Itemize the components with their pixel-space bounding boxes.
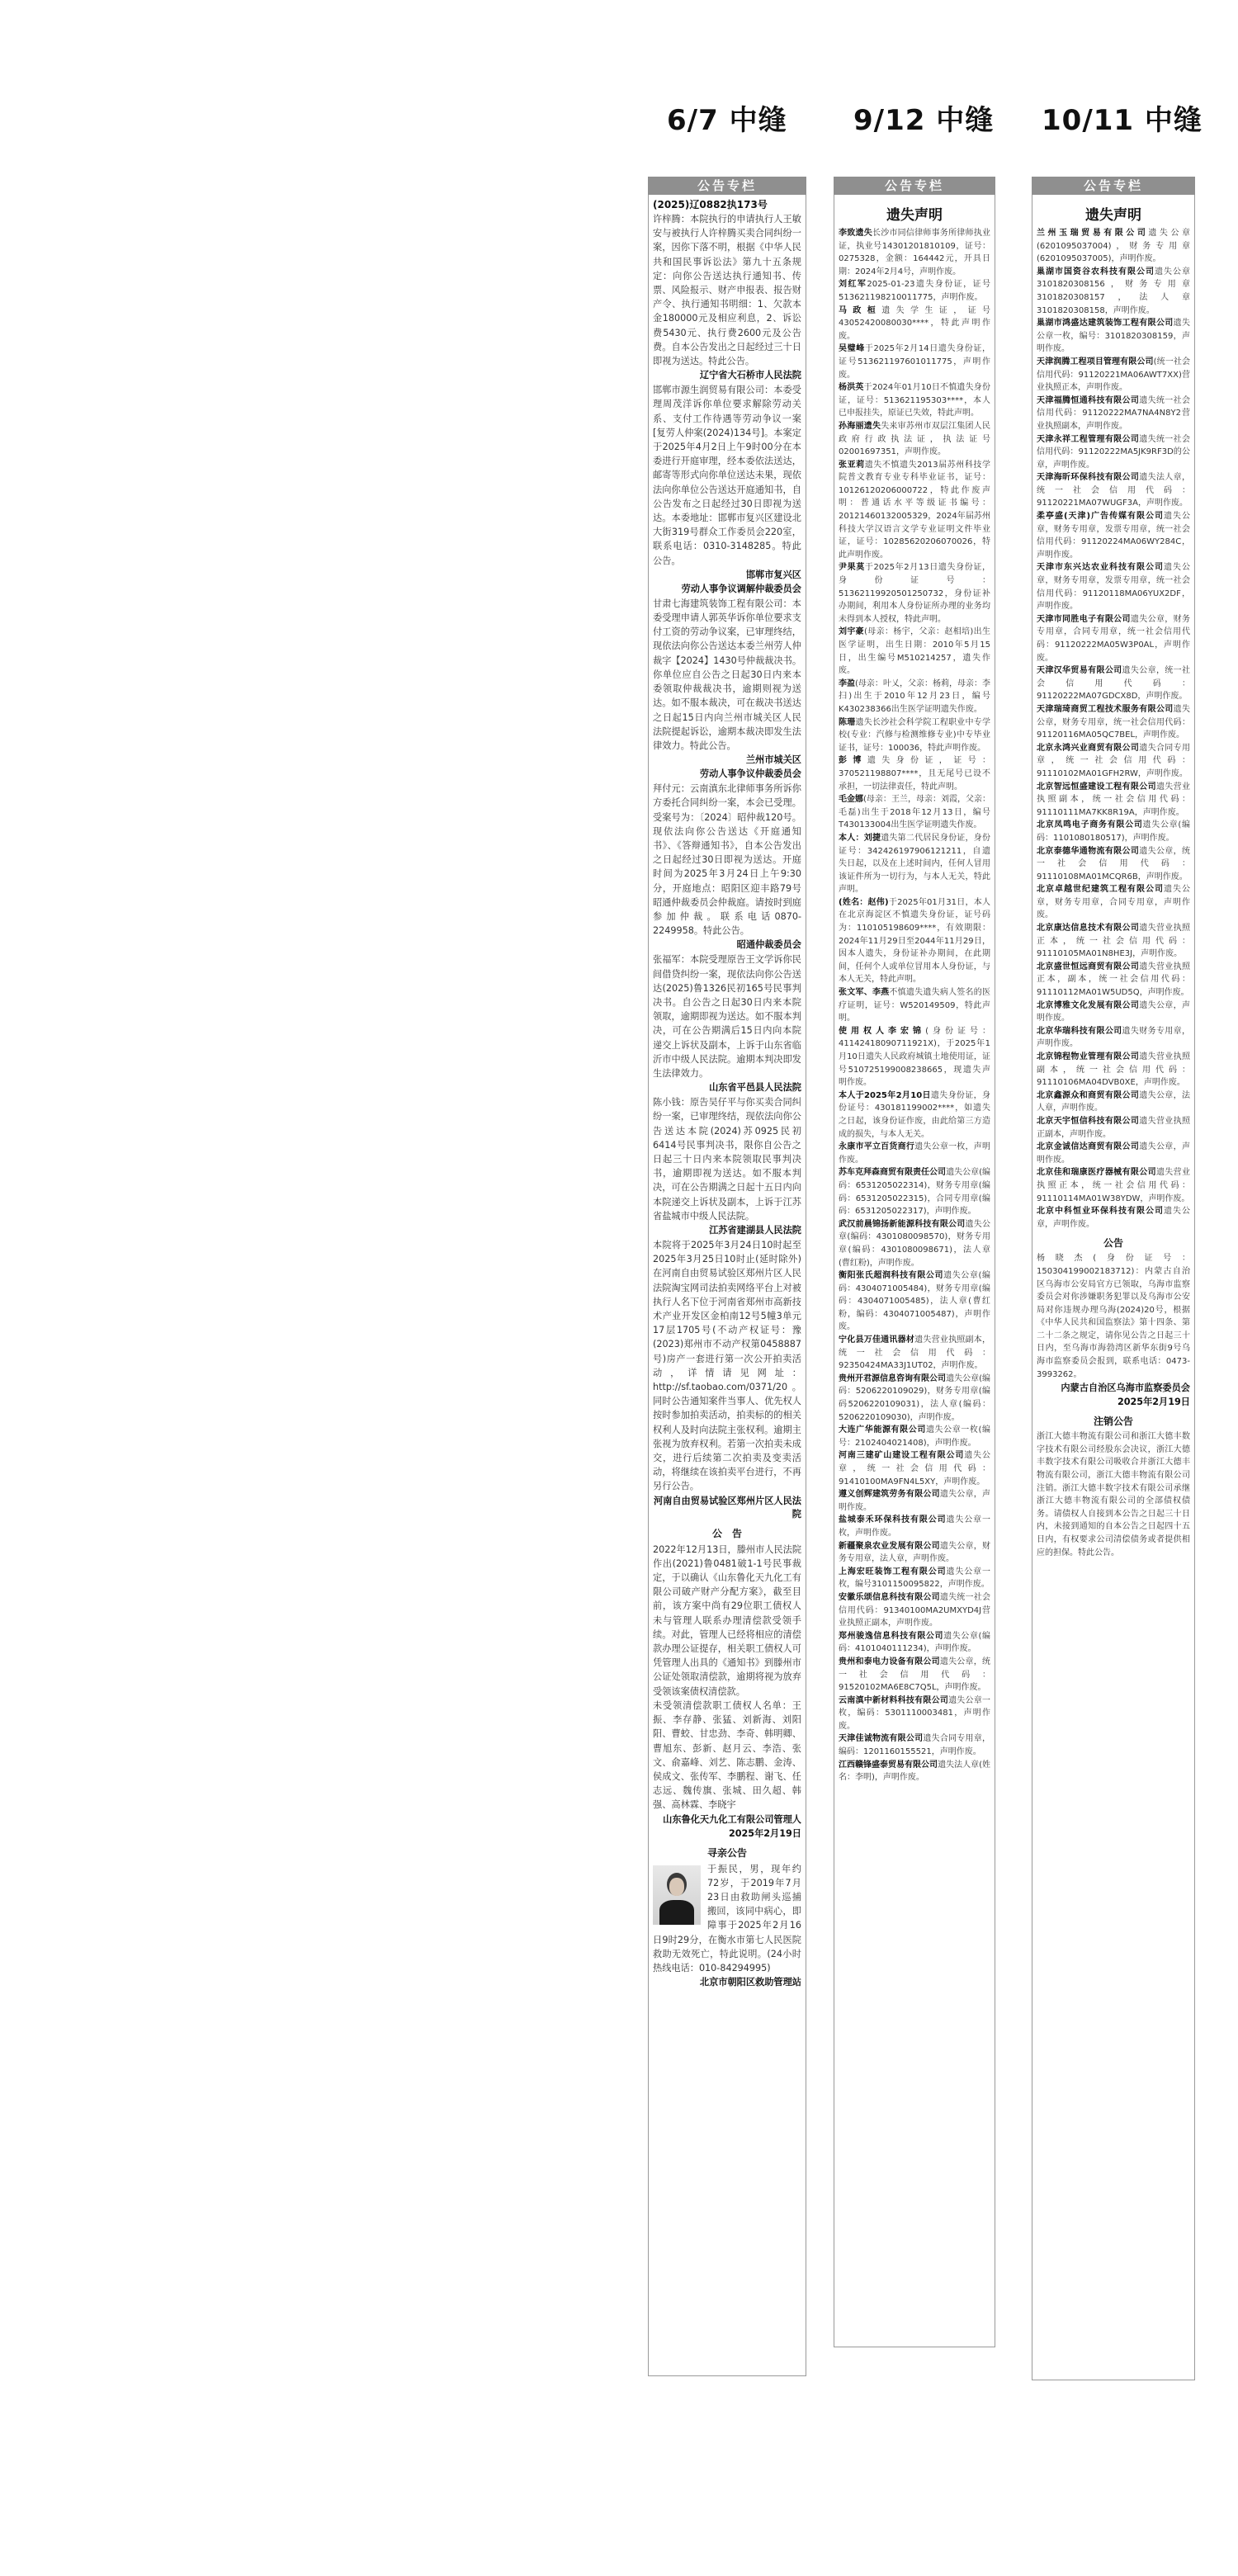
column-banner: 公告专栏 <box>834 177 995 195</box>
loss-notice-item <box>1037 1115 1190 1141</box>
notice-paragraph: 张福军：本院受理原告王文学诉你民间借贷纠纷一案，现依法向你公告送达(2025)鲁1326民初165号民事判决书。自公告之日起30日内来本院领取，逾期即视为送达。如不服本判决，可在公告期满后15日内向本院递交上诉状及副本，上诉于山东省临沂市中级人民法院。逾期本判决即发生法律效力。 <box>653 954 801 1079</box>
loss-notice-text: 遗失公章，统一社会信用代码：91410100MA9FN4L5XY，声明作废。 <box>839 1451 990 1487</box>
loss-notice-text: (母亲：王兰，母亲：刘霞，父亲：毛磊)出生于2018年12月13日，编号T430133004出生医学证明遗失作废。 <box>839 795 990 830</box>
loss-notice-item <box>839 561 990 626</box>
loss-notice-name: 天津福腾恒通科技有限公司 <box>1037 395 1140 405</box>
loss-notice-name: 北京锦程物业管理有限公司 <box>1037 1052 1140 1061</box>
notice-paragraph: 未受领清偿款职工债权人名单：王振、李存静、张猛、刘新海、刘阳阳、曹蛟、甘忠劲、李奇、韩明卿、曹旭东、彭新、赵月云、李浩、张文、俞嘉峰、刘艺、陈志鹏、金涛、侯成文、张传军、李鹏程、谢飞、任志远、魏传旗、张城、田久超、韩强、高林霖、李晓宇 <box>653 1699 801 1811</box>
loss-notice-name: 北京凤鸣电子商务有限公司 <box>1037 820 1143 830</box>
column-notices-3 <box>1032 177 1195 2380</box>
loss-notice-text: 遗失公章(编码：5206220109029)，财务专用章(编码5206220109031)，法人章(编码：5206220109030)，声明作废。 <box>839 1373 991 1422</box>
loss-notice-item <box>839 626 990 677</box>
loss-notice-name: (姓名：赵伟) <box>839 897 889 907</box>
loss-notice-text: 遗失公章，统一社会信用代码：91120222MA07GDCX8D，声明作废。 <box>1037 666 1191 702</box>
notice-paragraph: 2022年12月13日，滕州市人民法院作出(2021)鲁0481破1-1号民事裁定，于以确认《山东鲁化天九化工有限公司破产财产分配方案》，截至目前，该方案中尚有29位职工债权人未与管理人联系办理清偿款受领手续。对此，管理人已经将相应的清偿款办理公证提存，相关职工债权人可凭管理人出具的《通知书》到滕州市公证处领取清偿款，逾期将视为放弃受领该案债权清偿款。 <box>653 1543 802 1697</box>
loss-notice-name: 杨洪英 <box>839 383 864 393</box>
loss-notice-text: 遗失公章3101820308156，财务专用章3101820308157，法人章3101820308158，声明作废。 <box>1037 267 1190 315</box>
loss-notice-text: (母亲：杨宇，父亲：赵相培)出生医学证明，出生日期：2010年5月15日，出生编号M510214257，遗失作废。 <box>839 627 990 676</box>
loss-notice-item <box>1037 356 1190 395</box>
loss-notice-name: 天津永祥工程管理有限公司 <box>1037 434 1140 444</box>
loss-notice-text: 遗失法人章(姓名：李明)，声明作废。 <box>839 1760 990 1783</box>
loss-notice-name: 贵州开君源信息咨询有限公司 <box>839 1373 947 1383</box>
loss-notice-text: 遗失公章，财务专用章，合同专用章，声明作废。 <box>1037 885 1190 920</box>
notice-signature: 北京市朝阳区救助管理站 <box>699 1977 801 1988</box>
loss-notice-text: 遗失公章，统一社会信用代码：91110108MA01MCQR6B，声明作废。 <box>1037 846 1191 882</box>
loss-notice-text: 遗失公章一枚，编码：5301110003481，声明作废。 <box>839 1695 991 1731</box>
notice-signature: 邯郸市复兴区 <box>745 569 801 580</box>
loss-notice-item <box>839 381 990 420</box>
loss-notice-item <box>1037 317 1190 356</box>
notice-signature: 山东鲁化天九化工有限公司管理人 <box>663 1813 801 1825</box>
loss-notice-text: 遗失第二代居民身份证，身份证号：342426197906121211，自遗失日起，以及在上述时间内，任何人冒用该证件所为一切行为，与本人无关，特此声明。 <box>839 833 991 895</box>
loss-notice-text: 遗失合同专用章，统一社会信用代码：91110102MA01GFH2RW，声明作废。 <box>1037 743 1191 778</box>
loss-notice-item <box>1037 471 1190 510</box>
loss-notice-item <box>839 1514 990 1539</box>
loss-notice-text: 长沙市同信律师事务所律师执业证，执业号14301201810109，证号：0275328，金额：164442元，开具日期：2024年2月4号，声明作废。 <box>839 229 991 277</box>
loss-notice-name: 李致遗失 <box>839 229 872 238</box>
loss-notice-name: 遵义创辉建筑劳务有限公司 <box>839 1490 940 1500</box>
loss-notice-name: 巢湖市国资谷农科技有限公司 <box>1037 267 1155 277</box>
loss-notice-item <box>839 1694 990 1733</box>
column-banner: 公告专栏 <box>1032 177 1195 195</box>
loss-notice-item <box>839 278 990 304</box>
loss-notice-item <box>839 1591 990 1630</box>
loss-notice-item <box>839 1488 990 1514</box>
loss-notice-text: 遗失公章，财务专用章，发票专用章，统一社会信用代码：91120224MA06WY284C，声明作废。 <box>1037 512 1191 560</box>
loss-notice-text: 失来审苏州市双层江集团人民政府行政执法证，执法证号02001697351，声明作废。 <box>839 421 991 457</box>
notice-signature: 山东省平邑县人民法院 <box>709 1082 801 1094</box>
loss-notice-name: 江西赣锋盛泰贸易有限公司 <box>839 1760 938 1770</box>
loss-notice-text: 遗失公章(编码：4101040111234)，声明作废。 <box>839 1631 990 1654</box>
notice-signature: 劳动人事争议仲裁委员会 <box>699 768 801 780</box>
loss-notice-name: 云南滇中新材料科技有限公司 <box>839 1695 949 1705</box>
notice-heading: 注销公告 <box>1093 1416 1133 1428</box>
loss-notice-name: 张亚莉 <box>839 460 865 470</box>
loss-notice-item <box>839 678 990 716</box>
loss-notice-item <box>839 227 990 278</box>
loss-notice-item <box>839 1540 990 1566</box>
notice-date: 2025年2月19日 <box>1117 1397 1190 1408</box>
loss-notice-text: 遗失营业执照正本，统一社会信用代码：91110114MA01W38YDW，声明作废。 <box>1037 1168 1191 1203</box>
notice-date: 2025年2月19日 <box>728 1827 801 1839</box>
loss-notice-item <box>839 1373 990 1424</box>
loss-notice-name: 本人于2025年2月10日 <box>839 1090 931 1100</box>
loss-notice-name: 盐城泰禾环保科技有限公司 <box>839 1515 947 1525</box>
loss-notice-name: 北京鑫源众和商贸有限公司 <box>1037 1090 1140 1100</box>
loss-notice-name: 贵州和泰电力设备有限公司 <box>839 1657 940 1666</box>
notice-signature: 河南自由贸易试验区郑州片区人民法院 <box>653 1495 801 1520</box>
notice-heading: 寻亲公告 <box>706 1846 747 1859</box>
loss-notice-name: 永康市平立百货商行 <box>839 1142 915 1152</box>
header-col3: 10/11 中缝 <box>1042 104 1203 137</box>
loss-notice-text: 遗失公章(编码：1101080180517)，声明作废。 <box>1037 820 1191 843</box>
loss-notice-name: 孙海丽遗失 <box>839 421 881 431</box>
loss-notice-item <box>839 343 990 381</box>
loss-notice-text: 遗失公章，财务专用章，法人章，声明作废。 <box>839 1541 991 1564</box>
loss-notice-text: (母亲：叶乂，父亲：杨莉，母亲：李扫)出生于2010年12月23日，编号K430238366出生医学证明遗失作废。 <box>839 678 991 714</box>
notice-signature: 劳动人事争议调解仲裁委员会 <box>681 583 801 594</box>
loss-notice-item <box>839 1759 990 1784</box>
loss-notice-item <box>1037 1025 1190 1051</box>
loss-notice-item <box>1037 922 1190 961</box>
loss-notice-item <box>839 1424 990 1449</box>
loss-notice-name: 使用权人李宏锦 <box>839 1026 926 1036</box>
loss-notice-text: 遗失合同专用章，编码：1201160155521，声明作废。 <box>839 1734 991 1757</box>
loss-notice-text: 遗失公章一枚，声明作废。 <box>839 1515 990 1538</box>
loss-notice-item <box>839 1732 990 1758</box>
loss-notice-list <box>839 227 990 1784</box>
loss-notice-name: 本人：刘捷 <box>839 833 881 843</box>
loss-notice-text: 遗失公章(编码：4304071005484)，财务专用章(编码：4304071005485)，法人章(曹红粉，编码：4304071005487)，声明作废。 <box>839 1271 990 1332</box>
loss-notice-item <box>839 832 990 896</box>
loss-notice-text: 遗失营业执照副本，统一社会信用代码：91110106MA04DVB0XE，声明作废。 <box>1037 1052 1191 1088</box>
loss-notice-text: 遗失公章，声明作废。 <box>1037 1000 1191 1023</box>
loss-notice-item <box>1037 227 1190 266</box>
loss-notice-text: 遗失统一社会信用代码：91120222MA5JK9RF3D的公章，声明作废。 <box>1037 434 1191 470</box>
loss-notice-item <box>839 1166 990 1217</box>
loss-notice-text: 遗失统一社会信用代码：91340100MA2UMXYD4J营业执照正副本，声明作废。 <box>839 1592 991 1628</box>
loss-notice-item <box>1037 510 1190 561</box>
notice-paragraph: 许梓腾：本院执行的申请执行人王敏安与被执行人许梓腾买卖合同纠纷一案，因你下落不明，根据《中华人民共和国民事诉讼法》第九十五条规定：向你公告送达执行通知书、传票、风险报示、财产申报表、报告财产令、执行通知书明细：1、欠款本金180000元及相应利息，2、诉讼费5430元、执行费2600元及公告费。自本公告发出之日起经过三十日即视为送达。特此公告。 <box>653 214 801 367</box>
loss-notice-name: 安徽乐颂信息科技有限公司 <box>839 1592 940 1602</box>
loss-notice-text: 于2024年01月10日不慎遗失身份证，证号：513621195303****，本人已申报挂失，原证已失效，特此声明。 <box>839 383 990 418</box>
loss-notice-text: 于2025年2月13日遗失身份证，身份证号：51362119920501250732，身份证补办期间，利用本人身份证所办理的业务均未得到本人授权，特此声明。 <box>839 563 990 624</box>
loss-notice-name: 吴璧峰 <box>839 344 865 354</box>
loss-notice-text: 遗失财务专用章，声明作废。 <box>1037 1026 1191 1049</box>
loss-notice-name: 刘宇豪 <box>839 627 865 637</box>
notice-heading: 公告 <box>1103 1237 1123 1250</box>
loss-notice-text: 遗失公章一枚，编号：3101820308159，声明作废。 <box>1037 319 1191 354</box>
loss-notice-name: 天津市同胜电子有限公司 <box>1037 614 1131 624</box>
loss-notice-item <box>839 1656 990 1694</box>
loss-notice-name: 北京卓越世纪建筑工程有限公司 <box>1037 885 1164 895</box>
loss-notice-item <box>839 1566 990 1591</box>
loss-notice-name: 北京中科恒业环保科技有限公司 <box>1037 1207 1164 1217</box>
loss-notice-text: 于2025年2月14日遗失身份证，证号513621197601011775，声明作废。 <box>839 344 990 380</box>
loss-notice-item <box>1037 664 1190 703</box>
loss-notice-name: 尹果莫 <box>839 563 865 573</box>
loss-notice-text: 遗失公章，声明作废。 <box>1037 1207 1190 1229</box>
loss-notice-text: (统一社会信用代码：91120221MA06AWT7XX)营业执照正本，声明作废。 <box>1037 357 1191 393</box>
loss-notice-item <box>1037 845 1190 884</box>
notice-signature: 兰州市城关区 <box>745 754 801 766</box>
loss-notice-text: 遗失公章(编码：6531205022314)，财务专用章(编码：6531205022315)，合同专用章(编码：6531205022317)，声明作废。 <box>839 1168 991 1217</box>
loss-notice-item <box>839 1334 990 1373</box>
loss-notice-item <box>1037 1000 1190 1025</box>
loss-notice-item <box>1037 1205 1190 1231</box>
loss-notice-name: 柔亭盛(天津)广告传媒有限公司 <box>1037 512 1165 522</box>
loss-notice-name: 大连广华能源有限公司 <box>839 1425 926 1435</box>
loss-notice-text: 于2025年01月31日，本人在北京海淀区不慎遗失身份证，证号码为：110105198609****，有效期限：2024年11月29日至2044年11月29日，因本人遗失，身份证补办期间，在此期间，任何个人或单位冒用本人身份证，与本人无关，特此声明。 <box>839 897 990 985</box>
notice-paragraph: 本院将于2025年3月24日10时起至2025年3月25日10时止(延时除外)在河南自由贸易试验区郑州片区人民法院淘宝网司法拍卖网络平台上对被执行人名下位于河南省郑州市高新技术产业开发区金柏南12号5幢3单元17层1705号(不动产权证号：豫(2023)郑州市不动产权第0458887号)房产一套进行第一次公开拍卖活动，详情请见网址：http://sf.taobao.com/0371/20。同时公告通知案件当事人、优先权人按时参加拍卖活动，拍卖标的的相关权利人及时向法院主张权利。逾期主张视为放弃权利。若第一次拍卖未成交，进行后续第二次拍卖及变卖活动，将继续在该拍卖平台进行，不再另行公告。 <box>653 1240 801 1492</box>
header-col1: 6/7 中缝 <box>667 104 787 137</box>
loss-notice-text: 遗失公章，财务专用章，发票专用章，统一社会信用代码：91120118MA06YUX2DF，声明作废。 <box>1037 563 1190 612</box>
loss-notice-text: 遗失不慎遗失2013届苏州科技学院普文教育专业专科毕业证书，证号：10126120206000722，特此作废声明：普通话水平等级证书编号：20121460132005329，2024年届苏州科技大学汉语言文学专业证明文件毕业证，证号：10285620206070026，特此声明作废。 <box>839 460 991 560</box>
loss-notice-name: 巢湖市鸿盛达建筑装饰工程有限公司 <box>1037 319 1174 328</box>
loss-notice-item <box>839 1218 990 1269</box>
loss-notice-item <box>839 1269 990 1334</box>
loss-notice-name: 北京盛世恒远商贸有限公司 <box>1037 962 1140 971</box>
loss-notice-name: 天津瑞琦商贸工程技术服务有限公司 <box>1037 704 1174 714</box>
loss-notice-item <box>1037 883 1190 922</box>
column-banner: 公告专栏 <box>648 177 806 195</box>
loss-notice-list <box>1037 227 1190 1231</box>
loss-notice-text: 遗失公章，法人章，声明作废。 <box>1037 1090 1191 1113</box>
loss-notice-text: 2025-01-23遗失身份证，证号513621198210011775，声明作废。 <box>839 280 991 302</box>
loss-notice-name: 马政桓 <box>839 305 882 315</box>
loss-notice-item <box>839 986 990 1025</box>
loss-notice-name: 天津市东兴达农业科技有限公司 <box>1037 563 1164 573</box>
loss-notice-text: 遗失公章一枚(编号：2102404021408)，声明作废。 <box>839 1425 990 1448</box>
loss-notice-name: 武汉前晨锦扬新能源科技有限公司 <box>839 1219 966 1229</box>
loss-notice-text: 遗失公章，财务专用章，统一社会信用代码：91120116MA05QC7BEL，声明作废。 <box>1037 704 1191 740</box>
loss-notice-item <box>1037 961 1190 1000</box>
loss-notice-item <box>1037 613 1190 664</box>
loss-notice-item <box>1037 395 1190 433</box>
column-notices-2 <box>834 177 995 2347</box>
loss-notice-item <box>1037 1141 1190 1166</box>
loss-notice-text: (身份证号：41142418090711921X)，于2025年1月10日遗失人民政府城镇土地使用证，证号510725199008238665，现遗失声明作废。 <box>839 1026 991 1088</box>
notice-paragraph: 杨晓杰(身份证号：150304199002183712)：内蒙古自治区乌海市公安局官方已领取，乌海市监察委员会对你涉嫌职务犯罪以及乌海市公安局对你违规办理乌海(2024)20号，根据《中华人民共和国监察法》第十四条、第二十二条之规定，请你见公告之日起三十日内，至乌海市海勃湾区新华东街9号乌海市监察委员会报到，联系电话：0473-3993262。 <box>1037 1254 1190 1379</box>
loss-notice-item <box>1037 266 1190 317</box>
loss-notice-text: 遗失公章(6201095037004)，财务专用章(6201095037005)，声明作废。 <box>1037 229 1191 264</box>
notice-signature: 辽宁省大石桥市人民法院 <box>699 370 801 381</box>
loss-notice-name: 毛金娜 <box>839 795 864 805</box>
loss-notice-name: 郑州骏逸信息科技有限公司 <box>839 1631 944 1641</box>
loss-notice-name: 彭博 <box>839 756 867 766</box>
loss-notice-text: 遗失营业执照副本，统一社会信用代码：92350424MA33J1UT02，声明作废。 <box>839 1335 991 1371</box>
loss-notice-name: 刘红军 <box>839 280 867 290</box>
loss-notice-name: 新疆聚泉农业发展有限公司 <box>839 1541 940 1551</box>
notice-paragraph: 陈小钱：原告吴仔平与你买卖合同纠纷一案，已审理终结，现依法向你公告送达本院(2024)苏0925民初6414号民事判决书，限你自公告之日起三十日内来本院领取民事判决书，逾期即视为送达。如不服本判决，可在公告期满之日起十五日内向本院递交上诉状及副本，上诉于江苏省盐城市中级人民法院。 <box>653 1097 801 1222</box>
loss-notice-name: 北京天宇恒信科技有限公司 <box>1037 1116 1140 1126</box>
loss-notice-text: 遗失公章，财务专用章，合同专用章，统一社会信用代码：91120222MA05W3P0AL，声明作废。 <box>1037 614 1191 663</box>
loss-notice-item <box>839 420 990 459</box>
loss-notice-item <box>839 716 990 755</box>
loss-notice-name: 陈珊 <box>839 717 856 727</box>
loss-notice-item <box>1037 1089 1190 1115</box>
loss-notice-name: 上海宏旺装饰工程有限公司 <box>839 1567 947 1576</box>
loss-notice-name: 天津海昕环保科技有限公司 <box>1037 473 1140 483</box>
loss-notice-text: 遗失公章(编码：4301080098570)，财务专用章(编码：4301080098671)，法人章(曹红粉)，声明作废。 <box>839 1219 991 1268</box>
loss-notice-item <box>839 793 990 832</box>
column-notices-1 <box>648 177 806 2376</box>
loss-notice-item <box>1037 1051 1190 1089</box>
loss-notice-item <box>839 1449 990 1488</box>
loss-notice-item <box>1037 819 1190 844</box>
loss-notice-item <box>839 459 990 562</box>
loss-notice-item <box>839 1141 990 1166</box>
loss-notice-name: 苏车克拜森商贸有限责任公司 <box>839 1168 947 1178</box>
loss-notice-item <box>839 896 990 986</box>
loss-notice-text: 不慎遗失遗失病人签名的医疗证明，证号：W520149509，特此声明。 <box>839 988 991 1023</box>
loss-notice-name: 北京永鸿兴业商贸有限公司 <box>1037 743 1140 753</box>
loss-notice-name: 河南三建矿山建设工程有限公司 <box>839 1451 965 1461</box>
loss-notice-item <box>839 305 990 343</box>
loss-notice-text: 遗失学生证，证号43052420080030****，特此声明作废。 <box>839 305 991 341</box>
notice-paragraph: 邯郸市源生润贸易有限公司：本委受理周茂洋诉你单位要求解除劳动关系、支付工作待遇等劳动争议一案[复劳人仲案(2024)134号]。本案定于2025年4月2日上午9时00分在本委进行开庭审理，经本委依法送达，邮寄等形式向你单位送达未果，现依法向你单位公告送达开庭通知书，自公告发布之日起经过30日即视为送达。本委地址：邯郸市复兴区建设北大街319号群众工作委员会220室，联系电话：0310-3148285。特此公告。 <box>653 385 801 566</box>
loss-notice-item <box>839 1630 990 1656</box>
loss-notice-text: 遗失身份证，证号：370521198807****，且无尾号已设不承担，一切法律责任，特此声明。 <box>839 756 991 792</box>
loss-notice-name: 兰州玉瑞贸易有限公司 <box>1037 229 1149 238</box>
loss-notice-text: 遗失营业执照正本，统一社会信用代码：91110105MA01N8HE3J，声明作废。 <box>1037 924 1191 959</box>
loss-notice-name: 北京泰德华通物流有限公司 <box>1037 846 1140 856</box>
loss-notice-item <box>1037 433 1190 472</box>
loss-notice-name: 天津汉华贸易有限公司 <box>1037 666 1122 676</box>
loss-notice-text: 遗失公章一枚，编号3101150095822，声明作废。 <box>839 1567 990 1590</box>
notice-paragraph: 于振民，男，现年约72岁，于2019年7月23日由救助闸头巡捕搬回，该同中病心，即障事于2025年2月16日9时29分，在衡水市第七人民医院救助无效死亡，特此说明。(24小时热线电话：010-84294995) <box>653 1863 801 1973</box>
loss-notice-name: 李盈 <box>839 678 856 688</box>
loss-notice-text: 遗失统一社会信用代码：91120222MA7NA4N8Y2营业执照副本，声明作废。 <box>1037 395 1191 431</box>
loss-notice-name: 北京博雅文化发展有限公司 <box>1037 1000 1140 1010</box>
notice-signature: 江苏省建湖县人民法院 <box>709 1225 801 1236</box>
loss-notice-text: 遗失公章，统一社会信用代码：91520102MA6E8C7Q5L，声明作废。 <box>839 1657 991 1693</box>
loss-notice-text: 遗失身份证，身份证号：430181199002****，如遗失之日起，该身份证作废，由此给第三方造成的损失，与本人无关。 <box>839 1090 990 1139</box>
loss-notice-name: 北京佳和瑞康医疗器械有限公司 <box>1037 1168 1156 1178</box>
loss-notice-name: 天津润腾工程项目管理有限公司 <box>1037 357 1154 366</box>
loss-notice-item <box>839 1025 990 1089</box>
loss-notice-item <box>839 754 990 793</box>
loss-notice-item <box>1037 1166 1190 1205</box>
notice-signature: 昭通仲裁委员会 <box>736 939 801 951</box>
header-col2: 9/12 中缝 <box>853 104 995 137</box>
notice-paragraph: 甘肃七海建筑装饰工程有限公司：本委受理申请人郭英华诉你单位要求支付工资的劳动争议案，已审理终结，现依法向你公告送达本委兰州劳人仲裁字【2024】1430号仲裁裁决书。你单位应自公告之日起30日内来本委领取仲裁裁决书，逾期则视为送达。如不服本裁决，可在裁决书送达之日起15日内向兰州市城关区人民法院提起诉讼，逾期本裁决即发生法律效力。特此公告。 <box>653 598 802 751</box>
notice-paragraph: 拜付元：云南滇东北律师事务所诉你方委托合同纠纷一案，本会已受理。受案号为：〔2024〕昭仲裁120号。现依法向你公告送达《开庭通知书》、《答辩通知书》，自本公告发出之日起经过30日即视为送达。开庭时间为2025年3月24日上午9:30分，开庭地点：昭阳区迎丰路79号昭通仲裁委员会仲裁庭。请按时到庭参加仲裁。联系电话0870-2249958。特此公告。 <box>653 783 801 937</box>
notice-paragraph: 浙江大德丰物流有限公司和浙江大德丰数字技术有限公司经股东会决议，浙江大德丰数字技术有限公司吸收合并浙江大德丰物流有限公司，浙江大德丰物流有限公司注销。浙江大德丰数字技术有限公司承继浙江大德丰物流有限公司的全部债权债务。请债权人自接到本公告之日起三十日内，未接到通知的自本公告之日起四十五日内，有权要求公司清偿债务或者提供相应的担保。特此公告。 <box>1037 1432 1190 1557</box>
case-number: (2025)辽0882执173号 <box>653 199 768 210</box>
loss-notice-name: 衡阳张氏超润科技有限公司 <box>839 1271 944 1281</box>
loss-notice-item <box>1037 561 1190 612</box>
section-title: 遗失声明 <box>1085 207 1141 224</box>
loss-notice-text: 遗失公章一枚，声明作废。 <box>839 1142 991 1165</box>
loss-notice-name: 北京康达信息技术有限公司 <box>1037 924 1140 934</box>
loss-notice-item <box>1037 742 1190 781</box>
loss-notice-name: 宁化县万佳通讯器材 <box>839 1335 915 1345</box>
loss-notice-text: 遗失法人章，统一社会信用代码：91120221MA07WUGF3A，声明作废。 <box>1037 473 1191 508</box>
loss-notice-name: 北京华瑞科技有限公司 <box>1037 1026 1122 1036</box>
portrait-photo <box>653 1865 701 1925</box>
loss-notice-text: 遗失公章，声明作废。 <box>1037 1142 1191 1165</box>
loss-notice-item <box>1037 781 1190 820</box>
loss-notice-name: 张文军、李燕 <box>839 988 890 998</box>
notice-signature: 内蒙古自治区乌海市监察委员会 <box>1061 1383 1190 1394</box>
loss-notice-item <box>1037 703 1190 742</box>
loss-notice-text: 遗失营业执照正本，副本，统一社会信用代码：91110112MA01W5UD5Q，声明作废。 <box>1037 962 1191 998</box>
loss-notice-name: 北京智远恒盛建设工程有限公司 <box>1037 782 1156 792</box>
loss-notice-name: 天津佳诚物流有限公司 <box>839 1734 924 1744</box>
loss-notice-text: 遗失营业执照正副本，声明作废。 <box>1037 1116 1191 1139</box>
loss-notice-name: 北京金诚信达商贸有限公司 <box>1037 1142 1140 1152</box>
loss-notice-item <box>839 1089 990 1141</box>
loss-notice-text: 遗失公章，声明作废。 <box>839 1490 991 1512</box>
notice-heading: 公 告 <box>711 1527 742 1539</box>
loss-notice-text: 遗失长沙社会科学院工程职业中专学校(专业：汽修与检测维修专业)中专毕业证书，证号：100036，特此声明作废。 <box>839 717 991 753</box>
section-title: 遗失声明 <box>886 207 943 224</box>
loss-notice-text: 遗失营业执照副本，统一社会信用代码：91110111MA7KK8R19A，声明作废。 <box>1037 782 1191 817</box>
